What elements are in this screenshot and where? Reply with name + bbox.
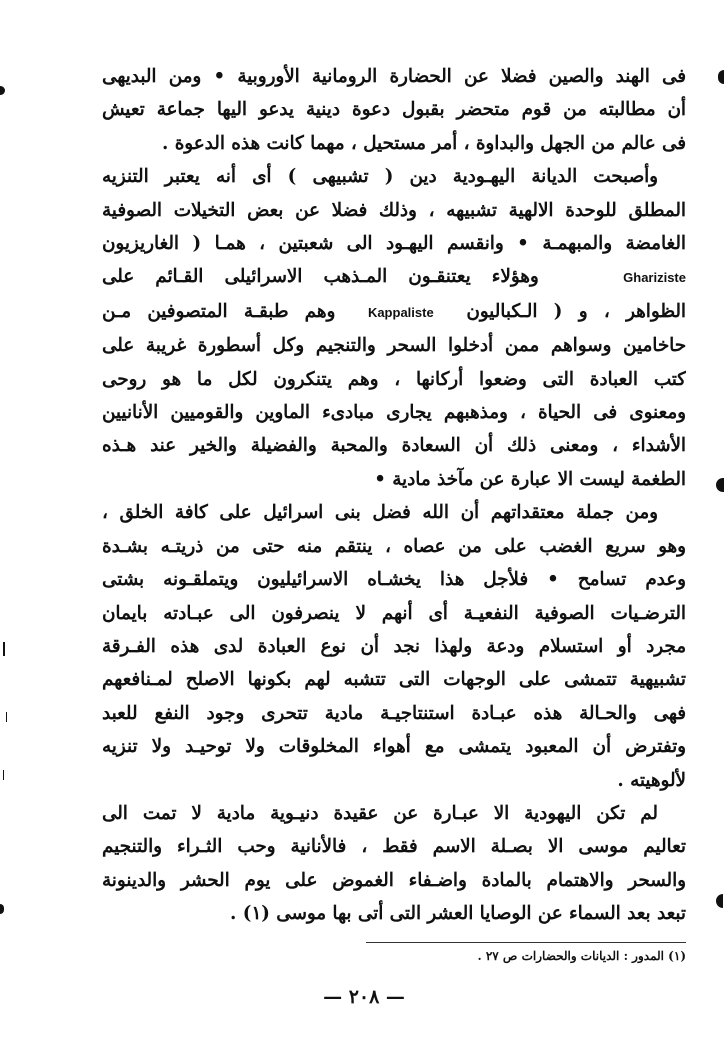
text-line: تشبيهية تتمشى على الوجهات التى تتشبه لهم بكونها الاصلح لمـنافعهم — [102, 669, 686, 691]
text-line: فى عالم من الجهل والبداوة ، أمر مستحيل ، مهما كانت هذه الدعوة . — [162, 132, 686, 154]
body-text — [102, 60, 686, 931]
text-line-with-latin — [102, 260, 686, 294]
text-line: وأصبحت الديانة اليهـودية دين ( تشبيهى ) أى أنه يعتبر التنزيه — [102, 166, 658, 188]
text-line: الطغمة ليست الا عبارة عن مآخذ مادية • — [374, 468, 686, 490]
scan-margin-mark — [3, 642, 5, 656]
paragraph-3 — [102, 496, 686, 797]
text-line: المطلق للوحدة الالهية تشبيهه ، وذلك فضلا عن بعض التخيلات الصوفية — [102, 199, 686, 221]
footnote: (١) المدور : الديانات والحضارات ص ٢٧ . — [477, 949, 686, 963]
text-line: لألوهيته . — [617, 769, 686, 791]
footnote-rule — [366, 942, 686, 943]
text-line: كتب العبادة التى وضعوا أركانها ، وهم يتنكرون لكل ما هو روحى — [102, 368, 686, 390]
text-line: وتفترض أن المعبود يتمشى مع أهواء المخلوقات ولا توحيـد ولا تنزيه — [102, 736, 686, 758]
scan-margin-mark — [3, 770, 4, 780]
text-line: لم تكن اليهودية الا عبـارة عن عقيدة دنيـوية مادية لا تمت الى — [102, 802, 658, 824]
text-line: الأشداء ، ومعنى ذلك أن السعادة والمحبة والفضيلة والخير عند هـذه — [102, 435, 686, 457]
text-line: الغامضة والمبهمـة • وانقسم اليهـود الى شعبتين ، همـا ( الغاريزيون — [102, 233, 686, 255]
text-segment: وهم طبقـة المتصوفين مـن — [102, 300, 336, 322]
page-number: — ٢٠٨ — — [323, 986, 405, 1008]
text-line: أن مطالبته من قوم متحضر بقبول دعوة دينية يدعو اليها جماعة تعيش — [102, 99, 686, 121]
text-line: ومن جملة معتقداتهم أن الله فضل بنى اسرائيل على كافة الخلق ، — [102, 502, 658, 524]
scan-margin-mark — [716, 478, 724, 492]
text-line: تعاليم موسى الا بصـلة الاسم فقط ، فالأنانية وحب الثـراء والتنجيم — [102, 836, 686, 858]
text-line: مجرد أو استسلام ودعة ولهذا نجد أن نوع العبادة لدى هذه الفـرقة — [102, 635, 686, 657]
text-line: الترضـيات الصوفية النفعيـة أى أنهم لا ينصرفون الى عبـادته بايمان — [102, 602, 686, 624]
text-segment: الظواهر ، و ( الـكباليون — [466, 300, 686, 322]
text-line: فى الهند والصين فضلا عن الحضارة الرومانية الأوروبية • ومن البديهى — [102, 66, 686, 87]
text-line: ومعنوى فى الحياة ، ومذهبهم يجارى مبادىء الماوين والقوميين الأنانيين — [102, 402, 686, 424]
latin-term-kappaliste: Kappaliste — [367, 304, 434, 320]
text-line: وهو سريع الغضب على من عصاه ، ينتقم منه حتى من ذريتـه بشـدة — [102, 535, 686, 557]
scan-margin-mark — [0, 904, 4, 914]
scan-margin-mark — [0, 86, 5, 95]
scan-margin-mark — [716, 894, 723, 908]
paragraph-1 — [102, 60, 686, 160]
latin-term-ghariziste: Ghariziste — [623, 270, 686, 286]
text-line: تبعد بعد السماء عن الوصايا العشر التى أتى بها موسى (١) . — [230, 903, 686, 925]
text-line-with-latin — [102, 295, 686, 329]
text-line: فهى والحـالة هذه عبـادة استنتاجيـة مادية تتحرى وجود النفع للعبد — [102, 702, 686, 724]
paragraph-4 — [102, 797, 686, 931]
text-segment: وهؤلاء يعتنقـون المـذهب الاسرائيلى القـائم على — [102, 266, 539, 288]
paragraph-2 — [102, 160, 686, 496]
scan-margin-mark — [6, 712, 7, 722]
text-line: والسحر والاهتمام بالمادة واضـفاء الغموض على يوم الحشر والدينونة — [102, 869, 686, 891]
text-line: وعدم تسامح • فلأجل هذا يخشـاه الاسرائيليون ويتملقـونه بشتى — [102, 569, 686, 591]
text-line: حاخامين وسواهم ممن أدخلوا السحر والتنجيم وكل أسطورة غريبة على — [102, 335, 686, 357]
scan-margin-mark — [718, 70, 724, 84]
